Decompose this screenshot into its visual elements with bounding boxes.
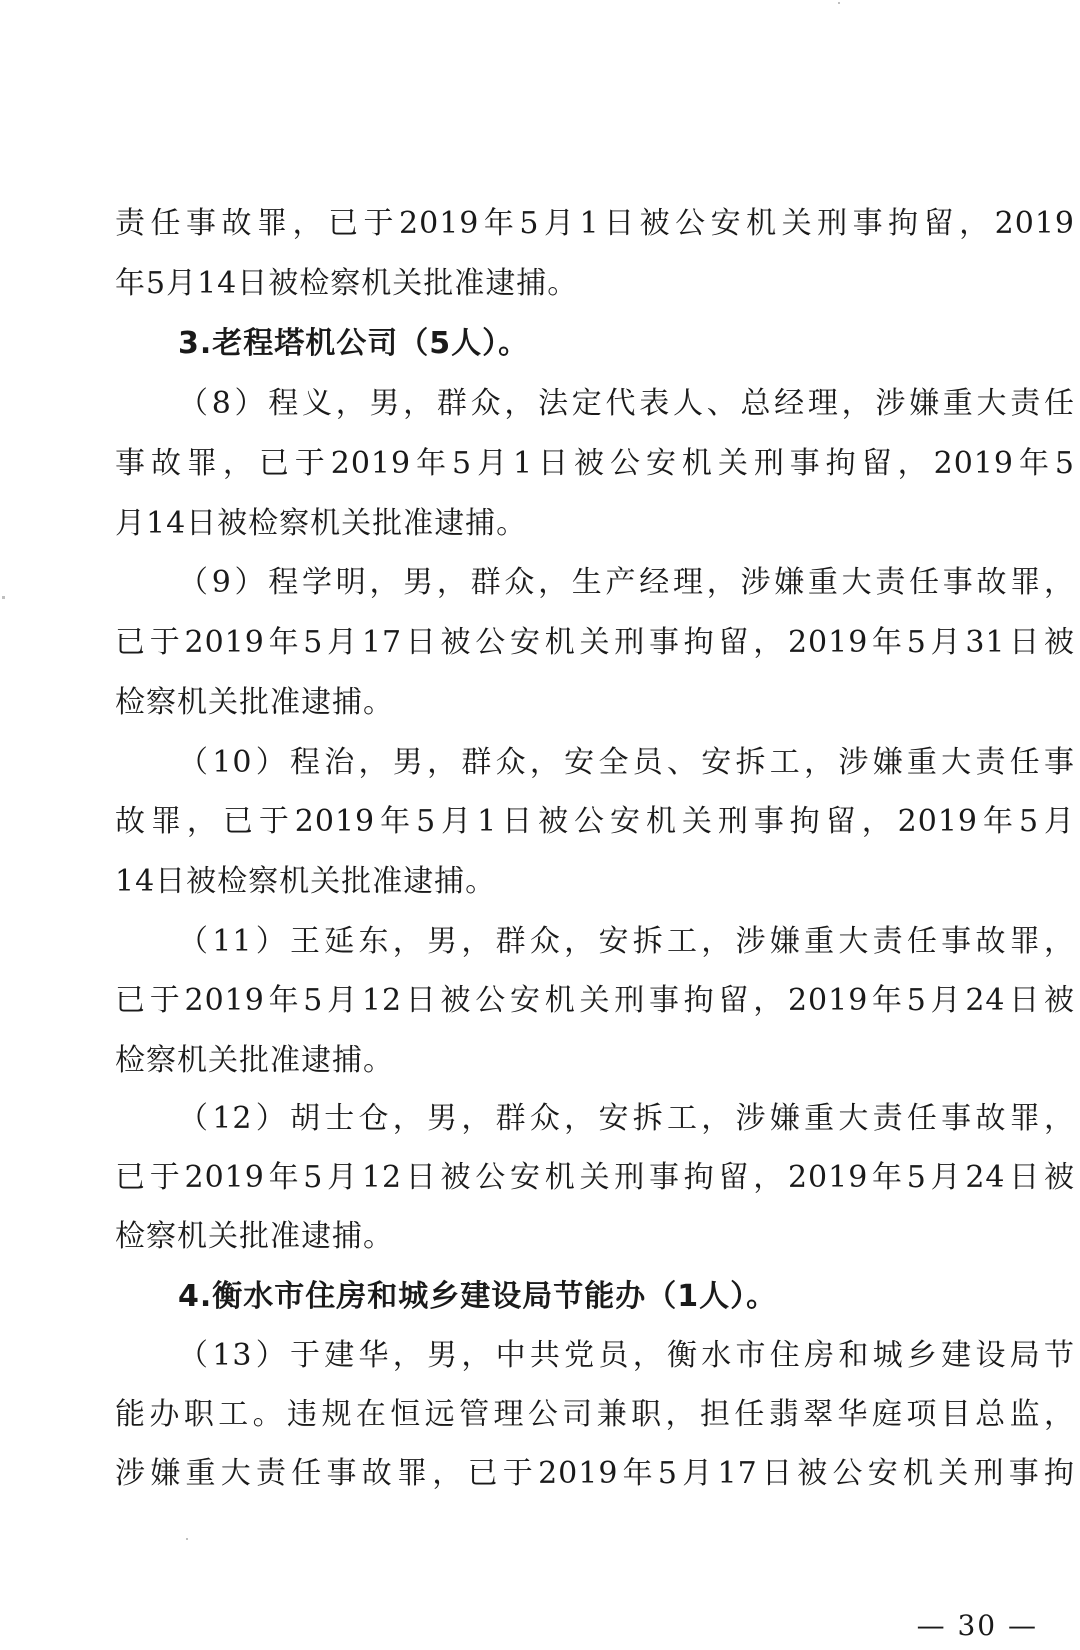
- scan-speck: [186, 1538, 188, 1540]
- text-line: （12）胡士仓，男，群众，安拆工，涉嫌重大责任事故罪，: [178, 1101, 1075, 1136]
- text-line: 已于2019年5月12日被公安机关刑事拘留，2019年5月24日被: [115, 983, 1075, 1018]
- text-line: 14日被检察机关批准逮捕。: [115, 864, 497, 899]
- text-line: （11）王延东，男，群众，安拆工，涉嫌重大责任事故罪，: [178, 924, 1075, 959]
- text-line: 检察机关批准逮捕。: [115, 1043, 394, 1078]
- text-line: 事故罪，已于2019年5月1日被公安机关刑事拘留，2019年5: [115, 446, 1075, 481]
- text-line: 检察机关批准逮捕。: [115, 685, 394, 720]
- text-line: （8）程义，男，群众，法定代表人、总经理，涉嫌重大责任: [178, 386, 1075, 421]
- text-line: 月14日被检察机关批准逮捕。: [115, 506, 528, 541]
- text-line: 故罪，已于2019年5月1日被公安机关刑事拘留，2019年5月: [115, 804, 1075, 839]
- scan-speck: [838, 2, 840, 4]
- text-line: 能办职工。违规在恒远管理公司兼职，担任翡翠华庭项目总监，: [115, 1397, 1075, 1432]
- scan-speck: [2, 596, 5, 599]
- text-line: 已于2019年5月12日被公安机关刑事拘留，2019年5月24日被: [115, 1160, 1075, 1195]
- section-heading: 3.老程塔机公司（5人）。: [178, 326, 530, 361]
- text-line: 责任事故罪，已于2019年5月1日被公安机关刑事拘留，2019: [115, 206, 1075, 241]
- text-line: （9）程学明，男，群众，生产经理，涉嫌重大责任事故罪，: [178, 565, 1075, 600]
- page-number: — 30 —: [916, 1609, 1038, 1642]
- text-line: 涉嫌重大责任事故罪，已于2019年5月17日被公安机关刑事拘: [115, 1456, 1075, 1491]
- text-line: （13）于建华，男，中共党员，衡水市住房和城乡建设局节: [178, 1338, 1075, 1373]
- text-line: 检察机关批准逮捕。: [115, 1219, 394, 1254]
- text-line: 年5月14日被检察机关批准逮捕。: [115, 266, 579, 301]
- text-line: 已于2019年5月17日被公安机关刑事拘留，2019年5月31日被: [115, 625, 1075, 660]
- text-line: （10）程治，男，群众，安全员、安拆工，涉嫌重大责任事: [178, 745, 1075, 780]
- section-heading: 4.衡水市住房和城乡建设局节能办（1人）。: [178, 1279, 778, 1314]
